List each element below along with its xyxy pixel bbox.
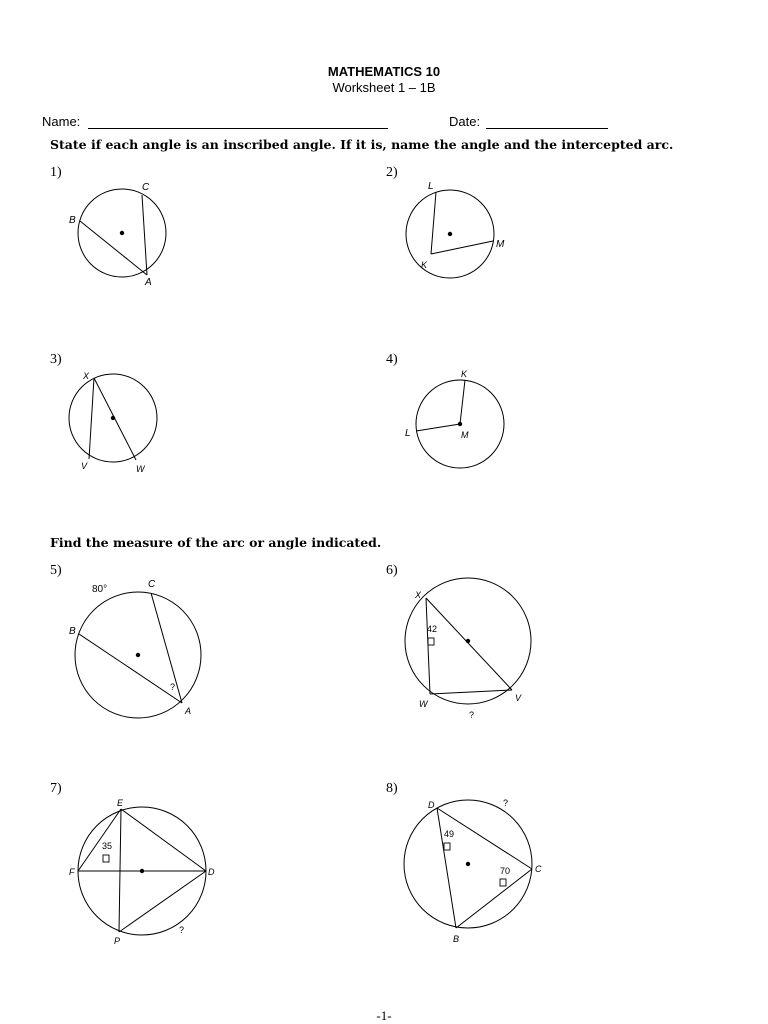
problem-4-number: 4) [386, 352, 398, 367]
unknown-arc-label: ? [469, 710, 475, 720]
center-point [448, 232, 452, 236]
point-label-l: L [428, 181, 434, 192]
figure-problem-3 [69, 371, 157, 474]
angle-marker-1 [444, 843, 450, 850]
problem-6-number: 6) [386, 563, 398, 578]
point-label-a: A [145, 277, 152, 288]
chord-xv [89, 378, 94, 459]
figure-problem-4 [405, 369, 504, 468]
worksheet-title: MATHEMATICS 10 [327, 64, 441, 79]
chord-fe [78, 809, 121, 871]
point-label-c: C [142, 182, 150, 193]
point-label-w: W [419, 699, 428, 709]
problem-7-number: 7) [50, 781, 62, 796]
center-point [136, 653, 140, 657]
point-label-d: D [428, 800, 435, 810]
angle-marker-2 [500, 879, 506, 886]
unknown-angle-label: ? [170, 682, 176, 692]
problem-2-number: 2) [386, 165, 398, 180]
problem-8-number: 8) [386, 781, 398, 796]
worksheet-subtitle: Worksheet 1 – 1B [332, 80, 436, 95]
chord-ed [121, 809, 206, 871]
chord-xw [94, 378, 136, 460]
point-label-k: K [461, 369, 468, 379]
chord-ca [142, 195, 147, 275]
page-number: -1- [376, 1008, 392, 1023]
chord-lk [431, 192, 436, 254]
angle-measure-label-2: 70 [500, 866, 511, 876]
problem-5-number: 5) [50, 563, 62, 578]
figure-problem-1 [69, 182, 166, 288]
point-label-x: X [415, 590, 422, 600]
chord-wv [430, 690, 512, 694]
unknown-arc-label: ? [179, 925, 185, 935]
section-2-instruction: Find the measure of the arc or angle indicated. [50, 535, 382, 550]
center-point [466, 862, 470, 866]
point-label-v: V [515, 693, 522, 703]
angle-measure-label-1: 49 [444, 829, 455, 839]
angle-measure-label: 35 [102, 841, 113, 851]
radius-ml [416, 424, 460, 431]
figure-problem-6 [405, 578, 531, 720]
point-label-k: K [421, 260, 428, 270]
unknown-arc-label: ? [503, 798, 509, 808]
figure-problem-5 [69, 579, 201, 718]
section-1-instruction: State if each angle is an inscribed angle. If it is, name the angle and the intercepted arc. [50, 137, 674, 152]
problem-3-number: 3) [50, 352, 62, 367]
point-label-m: M [496, 239, 505, 250]
chord-db [437, 808, 456, 928]
point-label-p: P [114, 936, 121, 946]
date-label: Date: [449, 114, 481, 129]
point-label-d: D [208, 867, 215, 877]
point-label-e: E [117, 798, 124, 808]
name-label: Name: [42, 114, 81, 129]
point-label-b: B [453, 934, 460, 944]
point-label-c: C [148, 579, 156, 590]
point-label-b: B [69, 626, 76, 637]
figure-problem-7 [69, 798, 215, 946]
chord-ca [151, 593, 182, 703]
point-label-l: L [405, 428, 411, 439]
angle-marker [103, 855, 109, 862]
radius-mk [460, 380, 465, 424]
chord-ba [79, 634, 182, 703]
point-label-w: W [136, 464, 145, 474]
point-label-x: X [83, 371, 90, 381]
chord-bc [456, 869, 532, 928]
point-label-c: C [535, 864, 542, 874]
point-label-a: A [185, 706, 192, 716]
figure-problem-8 [404, 798, 542, 944]
figure-problem-2 [406, 181, 505, 278]
chord-xw [426, 598, 430, 694]
point-label-f: F [69, 867, 75, 877]
chord-pd [119, 871, 206, 932]
arc-measure-label: 80° [92, 584, 108, 595]
chord-xv [426, 598, 512, 690]
chord-ba [80, 221, 147, 275]
point-label-v: V [81, 461, 88, 471]
angle-measure-label: 42 [427, 624, 438, 634]
point-label-b: B [69, 215, 76, 226]
problem-1-number: 1) [50, 165, 62, 180]
chord-km [431, 241, 493, 254]
center-point [120, 231, 124, 235]
angle-marker [428, 638, 434, 645]
point-label-m: M [461, 430, 469, 440]
